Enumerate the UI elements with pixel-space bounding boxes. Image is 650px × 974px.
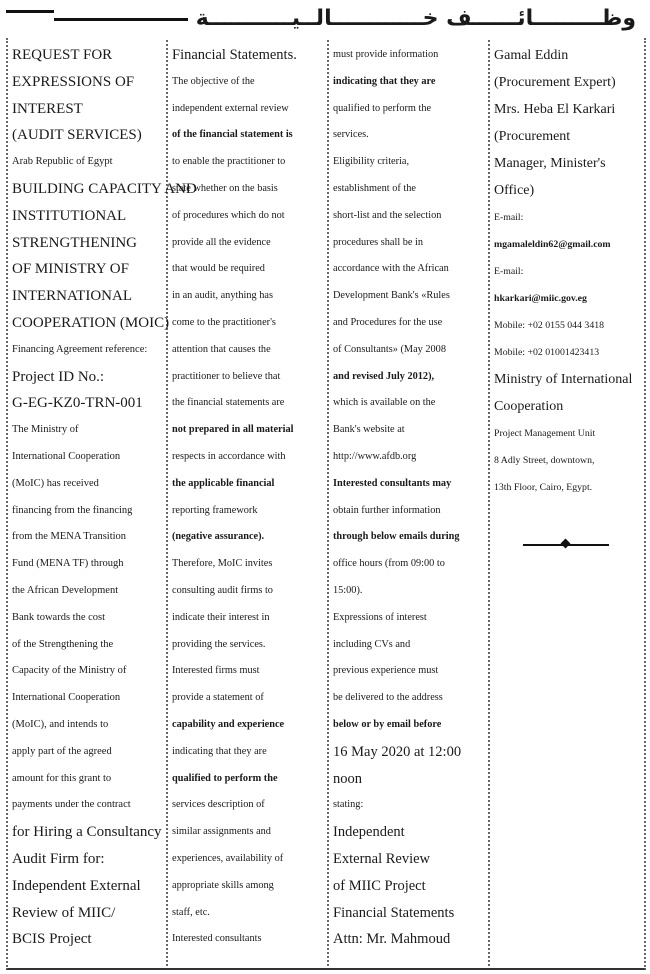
text-line: similar assignments and (172, 826, 271, 838)
text-line: Audit Firm for: (12, 850, 105, 867)
text-line: of procedures which do not (172, 209, 285, 221)
text-line: REQUEST FOR (12, 47, 113, 63)
text-line: OF MINISTRY OF (12, 261, 129, 278)
text-line: (Procurement Expert) (494, 75, 616, 90)
text-line: G-EG-KZ0-TRN-001 (12, 395, 143, 412)
text-line: Expressions of interest (333, 611, 427, 623)
text-line: Attn: Mr. Mahmoud (333, 931, 451, 948)
text-line: Mobile: +02 0155 044 3418 (494, 320, 605, 331)
text-line: Ministry of International (494, 372, 633, 387)
text-line: obtain further information (333, 504, 441, 516)
text-line: Eligibility criteria, (333, 156, 410, 168)
text-line: (Procurement (494, 129, 571, 144)
text-line: Mrs. Heba El Karkari (494, 102, 616, 117)
text-line: through below emails during (333, 531, 460, 543)
text-line: (negative assurance). (172, 531, 265, 543)
column-4 (494, 42, 640, 966)
text-line: Bank's website at (333, 424, 405, 436)
text-line: External Review (333, 850, 431, 867)
text-line: payments under the contract (12, 799, 131, 811)
text-line: Fund (MENA TF) through (12, 558, 124, 570)
text-line: International Cooperation (12, 692, 121, 704)
text-line: noon (333, 770, 362, 787)
text-line: provide all the evidence (172, 236, 271, 248)
text-line: independent external review (172, 102, 289, 114)
text-line: below or by email before (333, 718, 442, 730)
diamond-ornament (561, 539, 571, 549)
text-line: be delivered to the address (333, 692, 443, 704)
text-line: Cooperation (494, 399, 564, 414)
text-line: of MIIC Project (333, 877, 426, 894)
text-line: of the financial statement is (172, 129, 293, 141)
text-line: mgamaleldin62@gmail.com (494, 239, 611, 250)
text-line: Therefore, MoIC invites (172, 558, 273, 570)
text-line: come to the practitioner's (172, 316, 276, 328)
text-line: for Hiring a Consultancy (12, 824, 162, 841)
text-line: which is available on the (333, 397, 436, 409)
text-line: Interested firms must (172, 665, 260, 677)
text-line: Review of MIIC/ (12, 904, 116, 921)
text-line: services. (333, 129, 369, 141)
text-line: short-list and the selection (333, 209, 442, 221)
text-line: INTEREST (12, 100, 83, 117)
column-separator (327, 40, 329, 966)
text-line: 16 May 2020 at 12:00 (333, 743, 462, 760)
text-line: and revised July 2012), (333, 370, 435, 382)
text-line: Interested consultants (172, 933, 262, 945)
text-line: the financial statements are (172, 397, 285, 409)
text-line: EXPRESSIONS OF (12, 73, 135, 90)
text-line: providing the services. (172, 638, 266, 650)
text-line: STRENGTHENING (12, 234, 137, 251)
text-line: indicating that they are (172, 745, 267, 757)
text-line: experiences, availability of (172, 852, 284, 864)
text-line: 8 Adly Street, downtown, (494, 455, 595, 466)
text-line: appropriate skills among (172, 879, 274, 891)
text-line: qualified to perform the (333, 102, 432, 114)
text-line: Project Management Unit (494, 428, 596, 439)
text-line: financing from the financing (12, 504, 133, 516)
text-line: Project ID No.: (12, 368, 105, 385)
text-line: attention that causes the (172, 343, 271, 355)
text-line: Financing Agreement reference: (12, 343, 148, 355)
text-line: The Ministry of (12, 424, 79, 436)
text-line: BUILDING CAPACITY AND (12, 180, 197, 197)
text-line: Gamal Eddin (494, 48, 569, 63)
text-line: must provide information (333, 49, 439, 60)
column-separator (488, 40, 490, 966)
section-title: وظـــــــــائــــــف خــــــــــــالــيـــــــــــة (188, 5, 644, 33)
text-line: Interested consultants may (333, 477, 452, 489)
text-line: consulting audit firms to (172, 584, 273, 596)
text-line: not prepared in all material (172, 424, 294, 436)
text-line: 13th Floor, Cairo, Egypt. (494, 482, 593, 493)
column-2 (172, 42, 320, 966)
text-line: establishment of the (333, 182, 416, 194)
text-line: apply part of the agreed (12, 745, 112, 757)
text-line: (AUDIT SERVICES) (12, 127, 142, 144)
text-line: capability and experience (172, 718, 285, 730)
text-line: indicating that they are (333, 75, 436, 87)
text-line: the applicable financial (172, 477, 275, 489)
text-line: (MoIC), and intends to (12, 718, 109, 730)
text-line: BCIS Project (12, 931, 92, 948)
text-line: state whether on the basis (172, 182, 278, 194)
contact-end-divider (523, 540, 609, 550)
text-line: provide a statement of (172, 692, 264, 704)
text-line: of Consultants» (May 2008 (333, 343, 446, 355)
text-line: to enable the practitioner to (172, 156, 286, 168)
column-separator (166, 40, 168, 966)
text-line: services description of (172, 799, 265, 811)
text-line: amount for this grant to (12, 772, 112, 784)
text-line: including CVs and (333, 638, 411, 650)
text-line: qualified to perform the (172, 772, 278, 784)
text-line: procedures shall be in (333, 236, 424, 248)
text-line: of the Strengthening the (12, 638, 114, 650)
text-line: Independent External (12, 877, 141, 894)
text-line: 15:00). (333, 584, 363, 596)
text-line: staff, etc. (172, 906, 210, 918)
text-line: hkarkari@miic.gov.eg (494, 293, 587, 304)
text-line: from the MENA Transition (12, 531, 127, 543)
text-line: and Procedures for the use (333, 316, 443, 328)
text-line: Financial Statements. (172, 47, 297, 63)
text-line: (MoIC) has received (12, 477, 99, 489)
text-line: International Cooperation (12, 450, 121, 462)
text-line: practitioner to believe that (172, 370, 281, 382)
text-line: office hours (from 09:00 to (333, 558, 445, 570)
text-line: Bank towards the cost (12, 611, 106, 623)
text-line: Arab Republic of Egypt (12, 156, 113, 168)
text-line: Development Bank's «Rules (333, 290, 450, 302)
text-line: reporting framework (172, 504, 258, 516)
text-line: Capacity of the Ministry of (12, 665, 127, 677)
header-left-cap (6, 10, 54, 31)
text-line: Office) (494, 183, 535, 198)
text-line: E-mail: (494, 212, 524, 223)
column-3 (333, 42, 481, 966)
text-line: in an audit, anything has (172, 290, 273, 302)
text-line: previous experience must (333, 665, 439, 677)
text-line: stating: (333, 799, 364, 811)
text-line: http://www.afdb.org (333, 450, 417, 462)
text-line: COOPERATION (MOIC) (12, 314, 170, 331)
text-line: Independent (333, 824, 405, 841)
text-line: E-mail: (494, 266, 524, 277)
text-line: respects in accordance with (172, 450, 286, 462)
text-line: The objective of the (172, 75, 255, 87)
text-line: indicate their interest in (172, 611, 270, 623)
text-line: Manager, Minister's (494, 156, 606, 171)
text-line: that would be required (172, 263, 265, 275)
text-line: accordance with the African (333, 263, 449, 275)
text-line: the African Development (12, 584, 119, 596)
text-line: INTERNATIONAL (12, 288, 132, 305)
section-header (6, 4, 644, 34)
text-line: INSTITUTIONAL (12, 207, 127, 224)
text-line: Mobile: +02 01001423413 (494, 347, 600, 358)
text-line: Financial Statements (333, 904, 455, 921)
